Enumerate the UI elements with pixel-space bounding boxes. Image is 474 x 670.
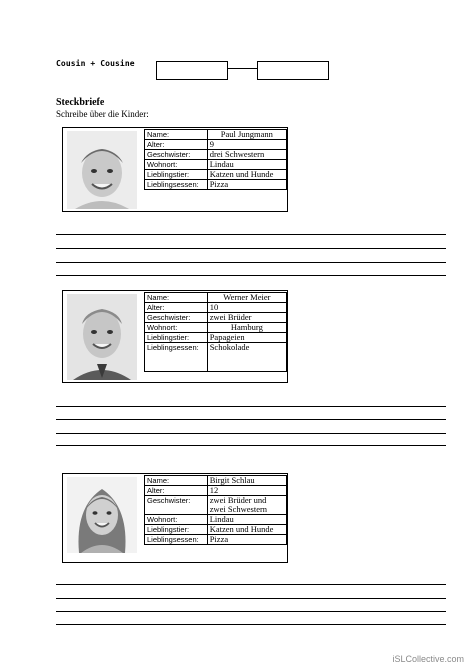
profile-table-1 xyxy=(144,129,287,190)
writing-line[interactable] xyxy=(56,248,446,249)
label-name: Name: xyxy=(145,130,208,140)
writing-line[interactable] xyxy=(56,406,446,407)
profile-card-2 xyxy=(62,290,288,383)
value-geschwister: drei Schwestern xyxy=(207,150,286,160)
value-geschwister: zwei Brüder xyxy=(207,313,286,323)
value-alter: 9 xyxy=(207,140,286,150)
label-lieblingsessen: Lieblingsessen: xyxy=(145,180,208,190)
writing-line[interactable] xyxy=(56,584,446,585)
value-lieblingstier: Katzen und Hunde xyxy=(207,525,286,535)
value-name: Birgit Schlau xyxy=(207,476,286,486)
section-title: Steckbriefe xyxy=(56,97,105,108)
value-wohnort: Lindau xyxy=(207,515,286,525)
value-lieblingsessen: Pizza xyxy=(207,535,286,545)
value-wohnort: Hamburg xyxy=(207,323,286,333)
writing-line[interactable] xyxy=(56,598,446,599)
value-alter: 10 xyxy=(207,303,286,313)
label-wohnort: Wohnort: xyxy=(145,515,208,525)
label-alter: Alter: xyxy=(145,486,208,496)
profile-table-3 xyxy=(144,475,287,545)
label-wohnort: Wohnort: xyxy=(145,160,208,170)
boy-photo-1 xyxy=(67,131,137,209)
value-wohnort: Lindau xyxy=(207,160,286,170)
watermark: iSLCollective.com xyxy=(392,654,464,664)
label-name: Name: xyxy=(145,476,208,486)
writing-line[interactable] xyxy=(56,433,446,434)
label-wohnort: Wohnort: xyxy=(145,323,208,333)
label-lieblingsessen: Lieblingsessen: xyxy=(145,535,208,545)
label-lieblingstier: Lieblingstier: xyxy=(145,525,208,535)
value-alter: 12 xyxy=(207,486,286,496)
label-lieblingsessen: Lieblingsessen: xyxy=(145,343,208,372)
writing-line[interactable] xyxy=(56,234,446,235)
label-lieblingstier: Lieblingstier: xyxy=(145,170,208,180)
profile-card-3 xyxy=(62,473,288,563)
writing-line[interactable] xyxy=(56,275,446,276)
boy-photo-2 xyxy=(67,294,137,380)
label-geschwister: Geschwister: xyxy=(145,496,208,515)
page-title: Cousin + Cousine xyxy=(56,59,135,68)
value-lieblingstier: Katzen und Hunde xyxy=(207,170,286,180)
writing-line[interactable] xyxy=(56,262,446,263)
girl-photo xyxy=(67,477,137,553)
value-name: Werner Meier xyxy=(207,293,286,303)
writing-line[interactable] xyxy=(56,624,446,625)
label-alter: Alter: xyxy=(145,303,208,313)
label-lieblingstier: Lieblingstier: xyxy=(145,333,208,343)
value-name: Paul Jungmann xyxy=(207,130,286,140)
label-geschwister: Geschwister: xyxy=(145,313,208,323)
writing-line[interactable] xyxy=(56,419,446,420)
value-lieblingsessen: Pizza xyxy=(207,180,286,190)
answer-box-left[interactable] xyxy=(156,61,228,80)
profile-table-2 xyxy=(144,292,287,372)
profile-card-1 xyxy=(62,127,288,212)
value-geschwister: zwei Brüder und zwei Schwestern xyxy=(207,496,286,515)
writing-line[interactable] xyxy=(56,611,446,612)
value-lieblingsessen: Schokolade xyxy=(207,343,286,372)
instruction-text: Schreibe über die Kinder: xyxy=(56,109,149,119)
value-lieblingstier: Papageien xyxy=(207,333,286,343)
connector-line xyxy=(228,68,257,69)
writing-line[interactable] xyxy=(56,445,446,446)
answer-box-right[interactable] xyxy=(257,61,329,80)
label-geschwister: Geschwister: xyxy=(145,150,208,160)
label-name: Name: xyxy=(145,293,208,303)
label-alter: Alter: xyxy=(145,140,208,150)
